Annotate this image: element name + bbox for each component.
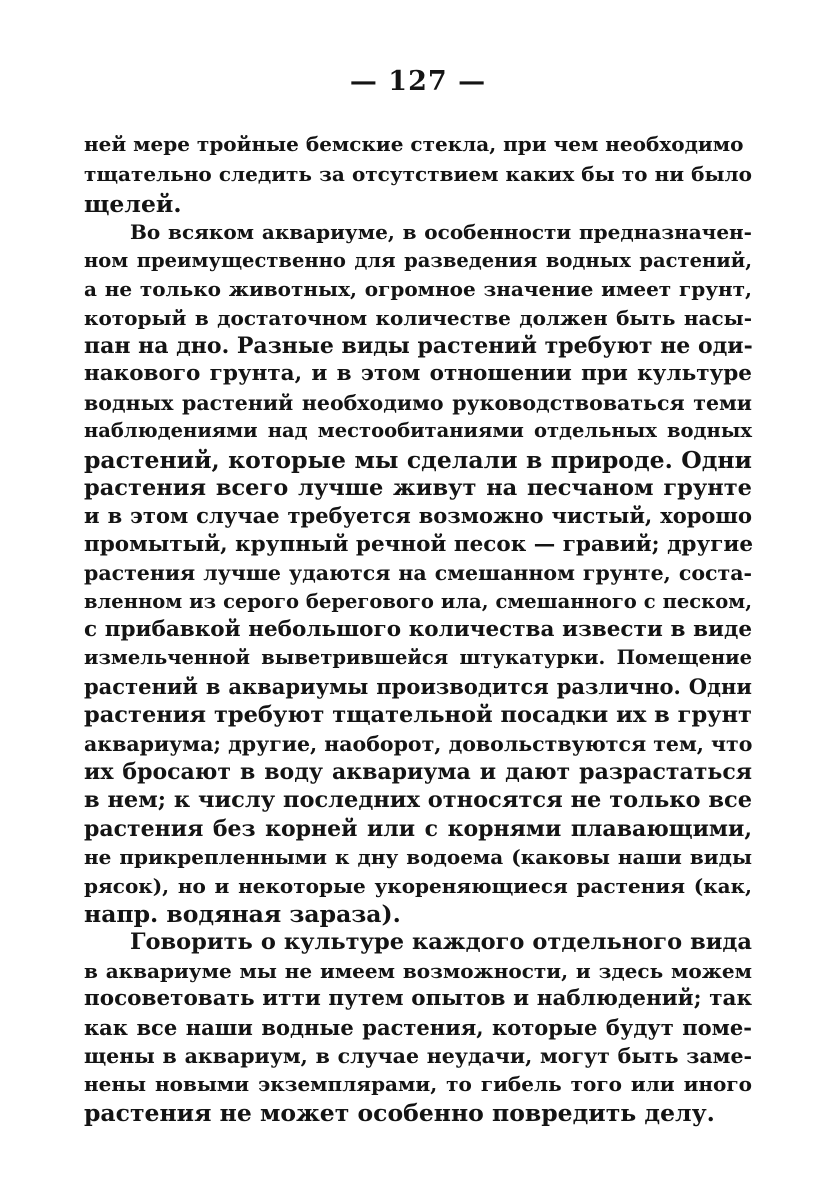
text-line: накового грунта, и в этом отношении при культуре bbox=[84, 361, 752, 386]
text-line: и в этом случае требуется возможно чистый, хорошо bbox=[84, 503, 752, 528]
text-line: щены в аквариум, в случае неудачи, могут быть заме- bbox=[84, 1044, 752, 1068]
text-line: а не только животных, огромное значение имеет грунт, bbox=[84, 277, 752, 301]
text-line: ном преимущественно для разведения водных растений, bbox=[84, 249, 752, 272]
text-line: растения всего лучше живут на песчаном грунте bbox=[84, 475, 752, 501]
text-line: наблюдениями над местообитаниями отдельных водных bbox=[84, 419, 752, 442]
text-line: растения не может особенно повредить делу. bbox=[84, 1099, 715, 1127]
text-line: растений в аквариумы производится различно. Одни bbox=[84, 674, 752, 699]
text-line: в нем; к числу последних относятся не только все bbox=[84, 787, 753, 813]
text-line: измельченной выветрившейся штукатурки. Помещение bbox=[84, 646, 752, 669]
text-line: ней мере тройные бемские стекла, при чем необходимо bbox=[84, 132, 744, 156]
text-line: Во всяком аквариуме, в особенности предназначен- bbox=[130, 220, 752, 244]
text-line: который в достаточном количестве должен быть насы- bbox=[84, 306, 752, 330]
text-line: Говорить о культуре каждого отдельного вида bbox=[130, 929, 752, 955]
text-line: пан на дно. Разные виды растений требуют не оди- bbox=[84, 333, 753, 359]
page-number: — 127 — bbox=[349, 66, 487, 97]
text-line: растений, которые мы сделали в природе. Одни bbox=[84, 446, 752, 474]
text-line: в аквариуме мы не имеем возможности, и здесь можем bbox=[84, 959, 752, 983]
text-line: вленном из серого берегового ила, смешанного с песком, bbox=[84, 590, 752, 613]
text-line: не прикрепленными к дну водоема (каковы наши виды bbox=[84, 845, 752, 869]
text-line: как все наши водные растения, которые будут поме- bbox=[84, 1015, 752, 1040]
text-line: растения требуют тщательной посадки их в грунт bbox=[84, 702, 752, 728]
text-line: водных растений необходимо руководствоваться теми bbox=[84, 391, 752, 415]
text-line: их бросают в воду аквариума и дают разрастаться bbox=[84, 759, 752, 785]
text-line: растения лучше удаются на смешанном грунте, соста- bbox=[84, 561, 752, 585]
text-line: нены новыми экземплярами, то гибель того или иного bbox=[84, 1072, 752, 1096]
text-line: аквариума; другие, наоборот, довольствуются тем, что bbox=[84, 732, 753, 756]
text-line: тщательно следить за отсутствием каких бы то ни было bbox=[84, 162, 752, 186]
text-line: рясок), но и некоторые укореняющиеся растения (как, bbox=[84, 874, 752, 898]
text-line: растения без корней или с корнями плавающими, bbox=[84, 816, 752, 842]
text-line: промытый, крупный речной песок — гравий; другие bbox=[84, 532, 754, 557]
text-line: щелей. bbox=[84, 190, 182, 218]
text-line: посоветовать итти путем опытов и наблюдений; так bbox=[84, 986, 752, 1011]
text-line: напр. водяная зараза). bbox=[84, 900, 401, 928]
text-line: с прибавкой небольшого количества извести в виде bbox=[84, 617, 752, 642]
